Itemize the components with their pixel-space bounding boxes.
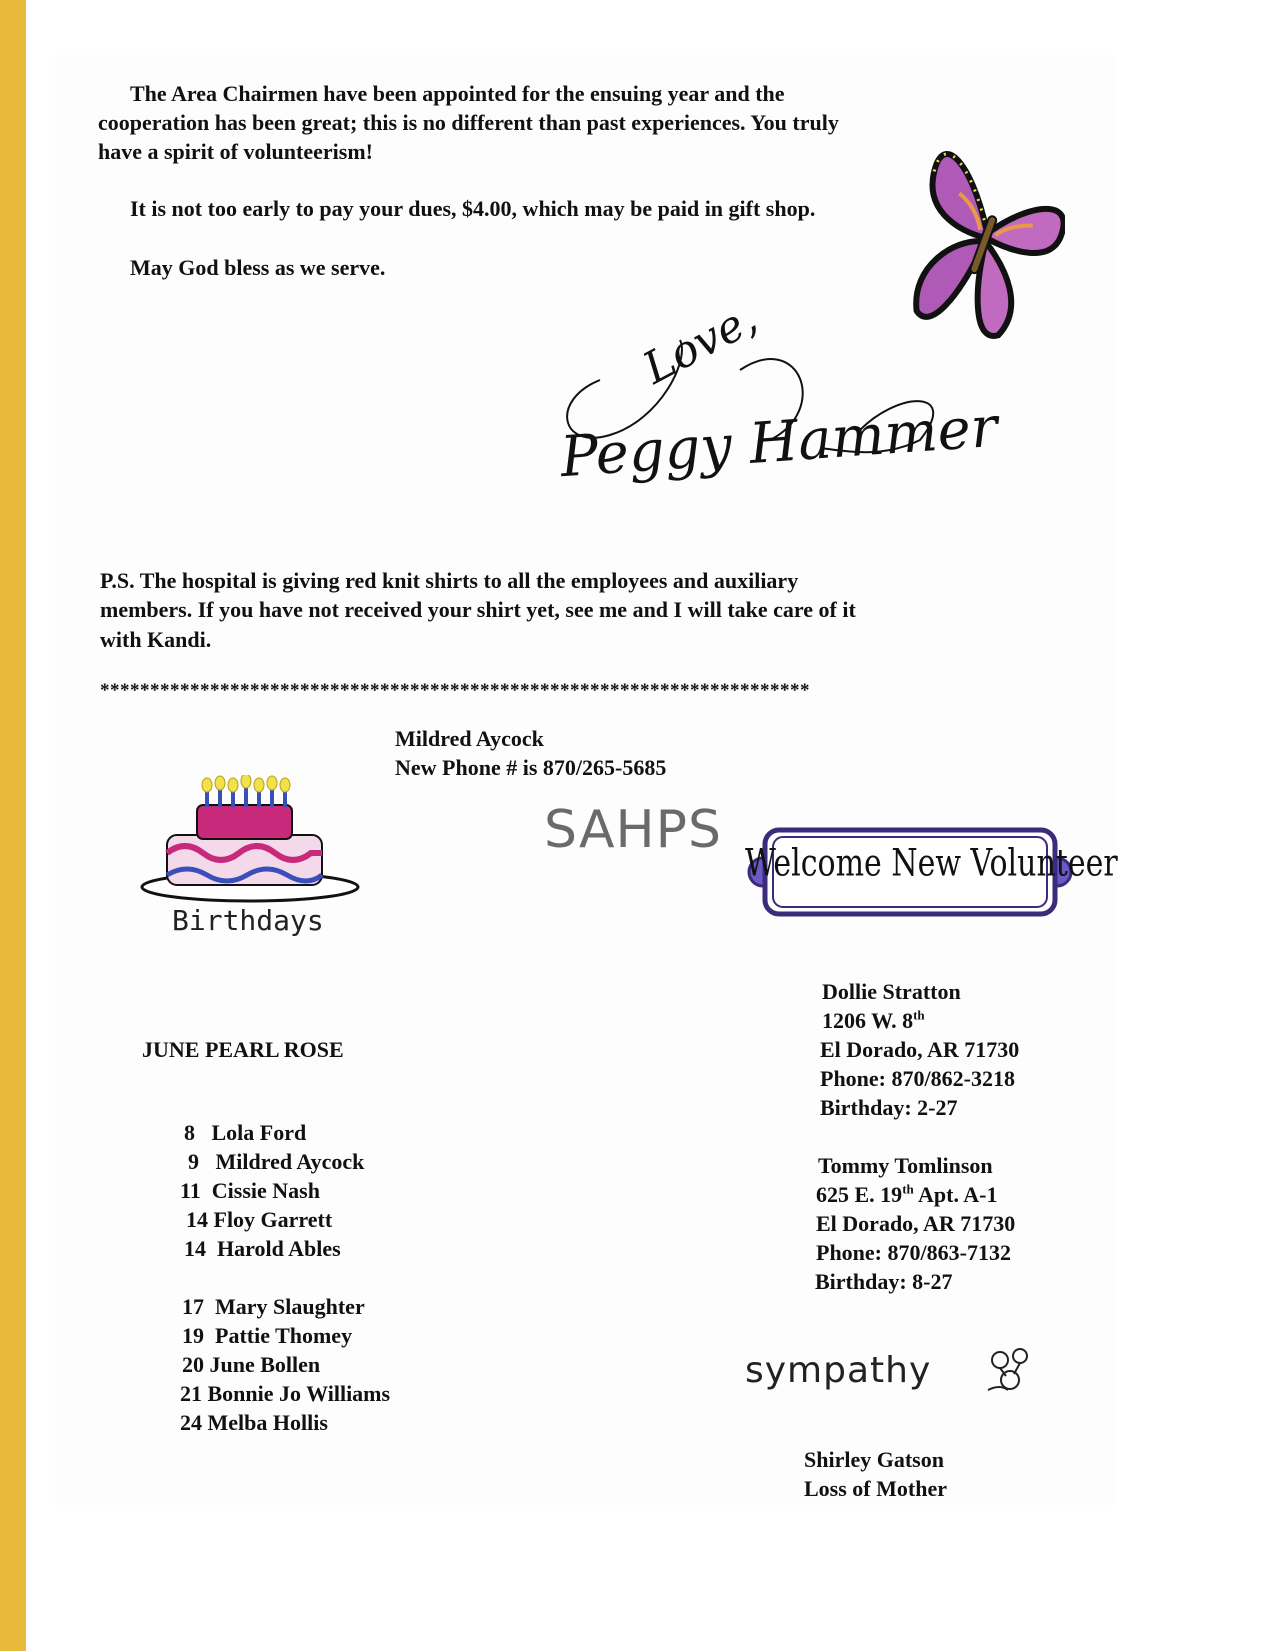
asterisk-divider: *********************************************************************** [100, 680, 810, 701]
intro-line: The Area Chairmen have been appointed for the ensuing year and the [130, 81, 785, 106]
sympathy-label: sympathy [745, 1350, 932, 1391]
watermark-text: SAHPS [544, 800, 723, 860]
birthday-entry: 9 Mildred Aycock [188, 1149, 365, 1174]
ps-line: members. If you have not received your shirt yet, see me and I will take care of it [100, 597, 856, 622]
sympathy-name: Shirley Gatson [804, 1447, 944, 1472]
volunteer-address: 625 E. 19th Apt. A-1 [816, 1181, 998, 1207]
birthday-entry: 20 June Bollen [182, 1352, 321, 1377]
volunteer-city: El Dorado, AR 71730 [820, 1037, 1020, 1062]
notice-phone: New Phone # is 870/265-5685 [395, 755, 667, 780]
volunteer-birthday: Birthday: 2-27 [820, 1095, 958, 1120]
birthday-entry: 11 Cissie Nash [180, 1178, 320, 1203]
ps-line: with Kandi. [100, 627, 212, 652]
volunteer-name: Dollie Stratton [822, 979, 961, 1004]
ps-line: P.S. The hospital is giving red knit shirts to all the employees and auxiliary [100, 568, 799, 593]
volunteer-birthday: Birthday: 8-27 [815, 1269, 953, 1294]
birthday-entry: 8 Lola Ford [184, 1120, 307, 1145]
birthday-entry: 19 Pattie Thomey [182, 1323, 353, 1348]
gold-side-strip [0, 0, 26, 1651]
volunteer-city: El Dorado, AR 71730 [816, 1211, 1016, 1236]
blessing-paragraph: May God bless as we serve. [130, 255, 386, 280]
notice-name: Mildred Aycock [395, 726, 544, 751]
dues-paragraph: It is not too early to pay your dues, $4.00, which may be paid in gift shop. [130, 196, 816, 221]
intro-line: cooperation has been great; this is no different than past experiences. You truly [98, 110, 839, 135]
welcome-new-volunteer-banner [745, 822, 1118, 922]
signature-name: Peggy Hammer [558, 394, 1000, 491]
birthday-entry: 24 Melba Hollis [180, 1410, 328, 1435]
intro-line: have a spirit of volunteerism! [98, 139, 373, 164]
birthday-entry: 14 Harold Ables [184, 1236, 341, 1261]
sympathy-reason: Loss of Mother [804, 1476, 947, 1501]
signature-greeting: Love, [635, 292, 766, 395]
volunteer-name: Tommy Tomlinson [818, 1153, 993, 1178]
birthday-entry: 14 Floy Garrett [186, 1207, 333, 1232]
volunteer-address: 1206 W. 8th [822, 1007, 925, 1033]
flower-icon [980, 1340, 1040, 1400]
volunteer-phone: Phone: 870/862-3218 [820, 1066, 1015, 1091]
birthday-month-line: JUNE PEARL ROSE [142, 1037, 344, 1062]
birthday-entry: 17 Mary Slaughter [182, 1294, 365, 1319]
volunteer-phone: Phone: 870/863-7132 [816, 1240, 1011, 1265]
birthday-cake-icon [135, 775, 365, 905]
signature-flourish [540, 320, 970, 500]
banner-text: Welcome New Volunteer [745, 841, 1118, 886]
birthdays-label: Birthdays [172, 904, 324, 937]
birthday-entry: 21 Bonnie Jo Williams [180, 1381, 391, 1406]
